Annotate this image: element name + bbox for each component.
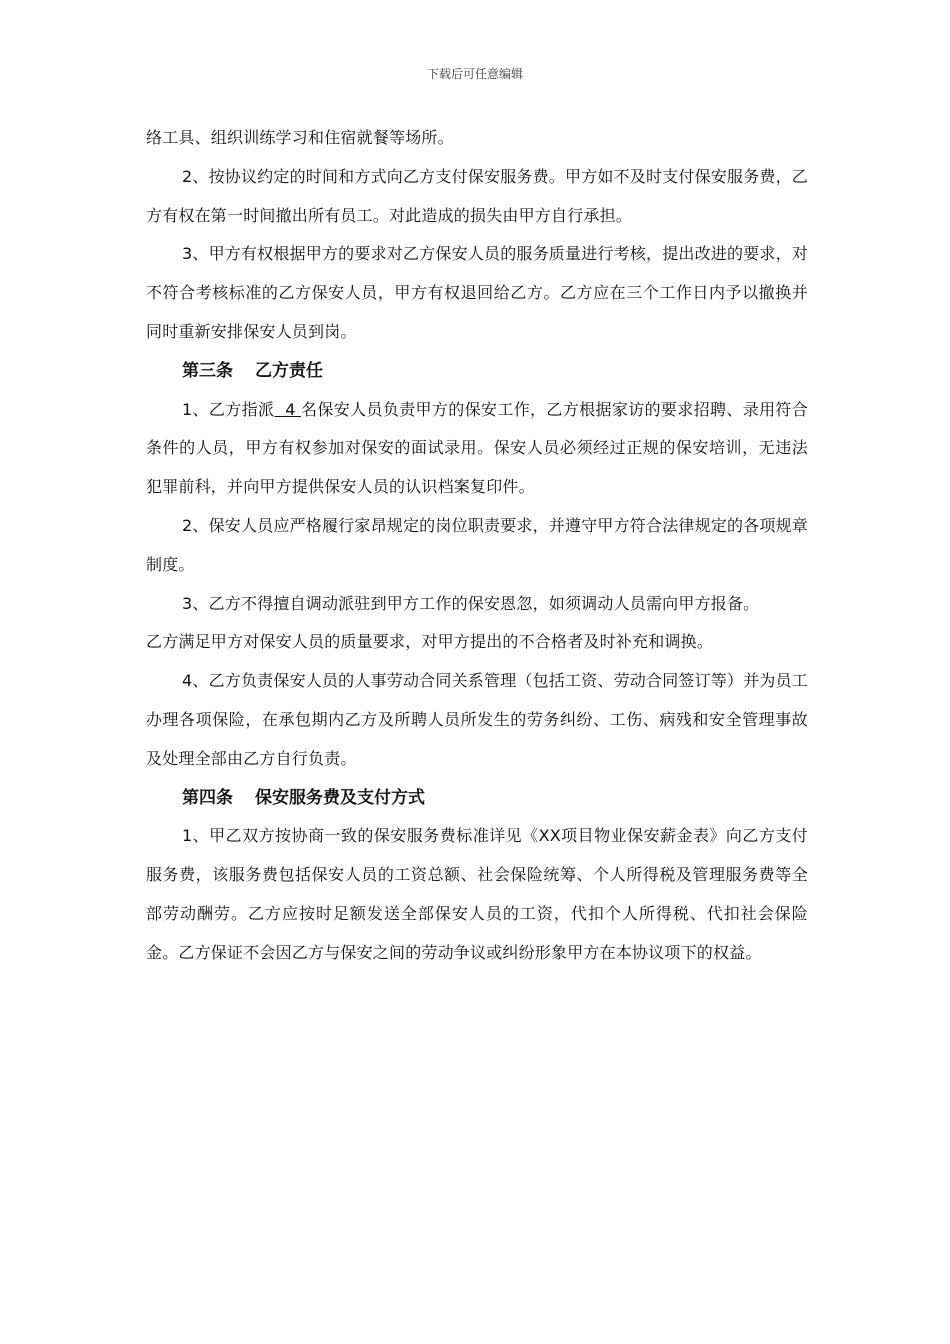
paragraph-text: 乙方满足甲方对保安人员的质量要求，对甲方提出的不合格者及时补充和调换。 <box>146 632 714 652</box>
article-title: 保安服务费及支付方式 <box>255 787 425 808</box>
section-heading-article-4 <box>146 779 808 818</box>
paragraph-text: 3、甲方有权根据甲方的要求对乙方保安人员的服务质量进行考核，提出改进的要求，对不符合考核标准的乙方保安人员，甲方有权退回给乙方。乙方应在三个工作日内予以撤换并同时重新安排保安人员到岗。 <box>146 244 808 341</box>
paragraph-item-3-transfer <box>146 585 808 624</box>
paragraph-text: 4、乙方负责保安人员的人事劳动合同关系管理（包括工资、劳动合同签订等）并为员工办理各项保险，在承包期内乙方及所聘人员所发生的劳务纠纷、工伤、病残和安全管理事故及处理全部由乙方自行负责。 <box>146 671 808 768</box>
paragraph-item-2-duties <box>146 507 808 585</box>
paragraph-text: 1、甲乙双方按协商一致的保安服务费标准详见《XX项目物业保安薪金表》向乙方支付服务费，该服务费包括保安人员的工资总额、社会保险统筹、个人所得税及管理服务费等全部劳动酬劳。乙方应按时足额发送全部保安人员的工资，代扣个人所得税、代扣社会保险金。乙方保证不会因乙方与保安之间的劳动争议或纠纷形象甲方在本协议项下的权益。 <box>146 826 808 962</box>
article-title: 乙方责任 <box>255 360 323 381</box>
header-text: 下载后可任意编辑 <box>426 67 523 81</box>
paragraph-item-1-fees <box>146 817 808 972</box>
paragraph-item-1-assignment <box>146 391 808 507</box>
paragraph-item-2-payment <box>146 158 808 236</box>
paragraph-text: 2、按协议约定的时间和方式向乙方支付保安服务费。甲方如不及时支付保安服务费，乙方有权在第一时间撤出所有员工。对此造成的损失由甲方自行承担。 <box>146 166 808 225</box>
paragraph-item-3-assessment <box>146 235 808 351</box>
paragraph-continuation <box>146 119 808 158</box>
paragraph-text: 1、乙方指派 <box>182 399 275 419</box>
article-number: 第三条 <box>182 360 233 381</box>
underlined-count: 4 <box>274 399 302 419</box>
paragraph-item-4-contract <box>146 662 808 778</box>
section-heading-article-3 <box>146 352 808 391</box>
document-body <box>146 119 808 973</box>
paragraph-text: 2、保安人员应严格履行家昂规定的岗位职责要求，并遵守甲方符合法律规定的各项规章制度。 <box>146 515 808 574</box>
paragraph-text: 名保安人员负责甲方的保安工作，乙方根据家访的要求招聘、录用符合条件的人员，甲方有权参加对保安的面试录用。保安人员必须经过正规的保安培训，无违法犯罪前科，并向甲方提供保安人员的认识档案复印件。 <box>146 399 808 497</box>
paragraph-quality <box>146 623 808 662</box>
paragraph-text: 3、乙方不得擅自调动派驻到甲方工作的保安恩忽，如须调动人员需向甲方报备。 <box>182 593 760 613</box>
paragraph-text: 络工具、组织训练学习和住宿就餐等场所。 <box>146 128 454 147</box>
article-number: 第四条 <box>182 787 233 808</box>
page-header <box>0 66 950 82</box>
